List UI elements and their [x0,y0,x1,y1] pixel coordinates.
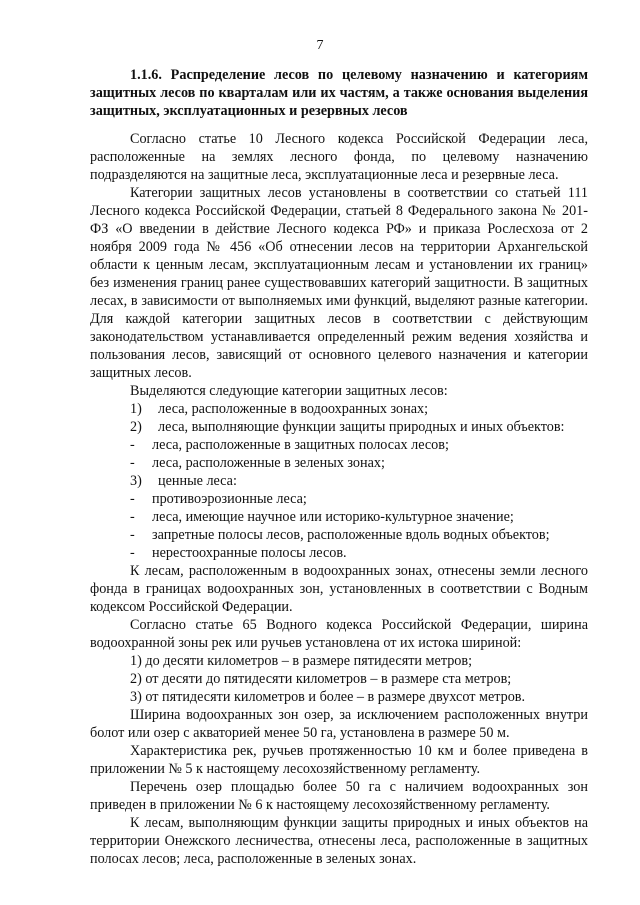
subcategory-text: нерестоохранные полосы лесов. [152,545,347,561]
paragraph-rivers-appendix: Характеристика рек, ручьев протяженностью 10 км и более приведена в приложении № 5 к настоящему лесохозяйственному регламенту. [90,743,588,777]
subcategory-text: леса, расположенные в зеленых зонах; [152,455,385,471]
subcategory-item [90,544,588,562]
category-text: леса, выполняющие функции защиты природных и иных объектов: [158,419,565,435]
category-marker: 2) [130,419,142,435]
category-list [90,400,588,562]
width-item: 3) от пятидесяти километров и более – в размере двухсот метров. [130,689,526,705]
paragraph-forest-purpose: Согласно статье 10 Лесного кодекса Российской Федерации леса, расположенные на землях лесного фонда, по целевому назначению подразделяются на защитные леса, эксплуатационные леса и резервные леса. [90,131,588,183]
subcategory-text: противоэрозионные леса; [152,491,307,507]
subcategory-item [90,508,588,526]
subcategory-item [90,490,588,508]
paragraph-categories-intro: Выделяются следующие категории защитных лесов: [130,383,448,399]
paragraph-onega-forests: К лесам, выполняющим функции защиты природных и иных объектов на территории Онежского лесничества, отнесены леса, расположенные в защитных полосах лесов; леса, расположенные в зеленых зонах. [90,815,588,867]
paragraph-lakes-appendix: Перечень озер площадью более 50 га с наличием водоохранных зон приведен в приложении № 6 к настоящему лесохозяйственному регламенту. [90,779,588,813]
page-number: 7 [316,38,324,53]
width-item: 2) от десяти до пятидесяти километров – в размере ста метров; [130,671,512,687]
subcategory-item [90,436,588,454]
subcategory-item [90,454,588,472]
paragraph-article-65: Согласно статье 65 Водного кодекса Российской Федерации, ширина водоохранной зоны рек или ручьев установлена от их истока шириной: [90,617,588,651]
dash-marker: - [130,491,135,507]
subcategory-text: леса, расположенные в защитных полосах лесов; [152,437,449,453]
dash-marker: - [130,455,135,471]
paragraph-lake-zones: Ширина водоохранных зон озер, за исключением расположенных внутри болот или озер с акваторией менее 50 га, установлена в размере 50 м. [90,707,588,741]
width-list [90,652,588,706]
subcategory-text: запретные полосы лесов, расположенные вдоль водных объектов; [152,527,550,543]
section-heading: 1.1.6. Распределение лесов по целевому назначению и категориям защитных лесов по кварталам или их частям, а также основания выделения защитных, эксплуатационных и резервных лесов [90,67,588,119]
category-text: ценные леса: [158,473,237,489]
width-item: 1) до десяти километров – в размере пятидесяти метров; [130,653,473,669]
category-marker: 1) [130,401,142,417]
category-item [90,418,588,436]
subcategory-text: леса, имеющие научное или историко-культурное значение; [152,509,514,525]
category-item [90,472,588,490]
document-body [90,130,588,868]
paragraph-water-zones: К лесам, расположенным в водоохранных зонах, отнесены земли лесного фонда в границах водоохранных зон, установленных в соответствии с Водным кодексом Российской Федерации. [90,563,588,615]
category-text: леса, расположенные в водоохранных зонах; [158,401,429,417]
category-item [90,400,588,418]
subcategory-item [90,526,588,544]
paragraph-protective-categories: Категории защитных лесов установлены в соответствии со статьей 111 Лесного кодекса Российской Федерации, статьей 8 Федерального закона № 201-ФЗ «О введении в действие Лесного кодекса РФ» и приказа Рослесхоза от 2 ноября 2009 года № 456 «Об отнесении лесов на территории Архангельской области к ценным лесам, эксплуатационным лесам и установлении их границ» без изменения границ ранее существовавших категорий защитности. В защитных лесах, в зависимости от выполняемых ими функций, выделяют разные категории. Для каждой категории защитных лесов в соответствии с действующим законодательством устанавливается определенный режим ведения хозяйства и пользования лесов, зависящий от основного целевого назначения и категории защитных лесов. [90,185,588,381]
category-marker: 3) [130,473,142,489]
dash-marker: - [130,527,135,543]
dash-marker: - [130,509,135,525]
dash-marker: - [130,545,135,561]
dash-marker: - [130,437,135,453]
